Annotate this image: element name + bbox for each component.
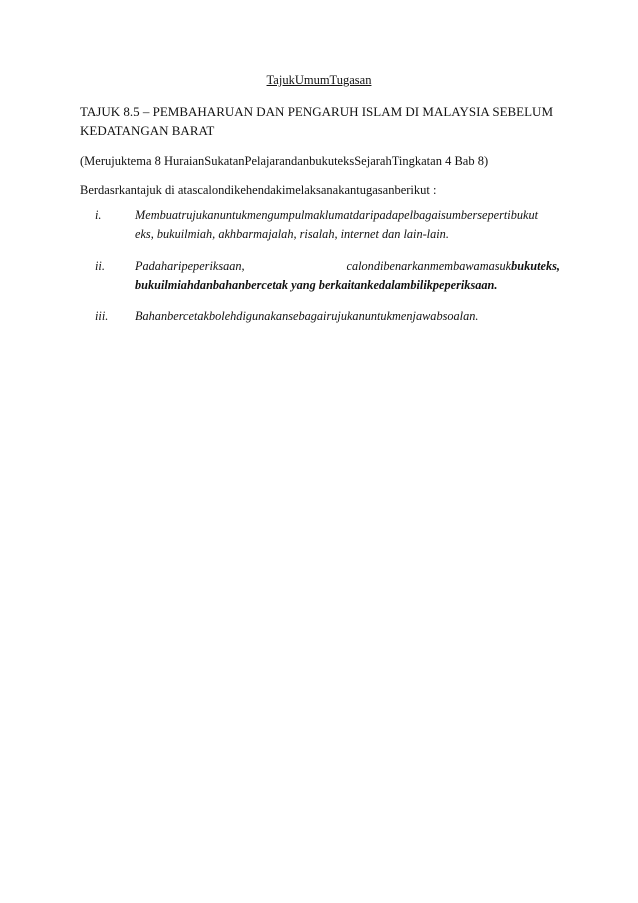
reference-note: (Merujuktema 8 HuraianSukatanPelajarandanbukuteksSejarahTingkatan 4 Bab 8) [80,154,489,168]
intro-text: Berdasrkantajuk di atascalondikehendakimelaksanakantugasanberikut : [80,183,437,197]
list-item-line-2: eks, bukuilmiah, akhbarmajalah, risalah, internet dan lain-lain. [135,226,449,241]
list-item-text: calondibenarkanmembawamasuk [346,259,512,273]
list-item-line-1: Bahanbercetakbolehdigunakansebagairujukanuntukmenjawabsoalan. [135,309,479,323]
list-item-body [135,257,560,294]
list-number: iii. [95,309,109,323]
list-item-body [135,206,560,243]
document-title [80,102,560,140]
list-item-body [135,307,560,326]
list-item-line-1 [135,257,560,276]
list-item-line-1: Membuatrujukanuntukmengumpulmaklumatdaripadapelbagaisumbersepertibukut [135,208,539,222]
title-line-2: KEDATANGAN BARAT [80,123,215,138]
list-item-text: Padaharipeperiksaan, [135,259,245,273]
list-number: i. [95,208,102,222]
title-line-1: TAJUK 8.5 – PEMBAHARUAN DAN PENGARUH ISLAM DI MALAYSIA SEBELUM [80,104,554,119]
list-item-bold-text: bukuteks, [511,259,560,273]
document-heading: TajukUmumTugasan [266,73,372,87]
list-item-text [347,257,560,276]
list-number: ii. [95,259,105,273]
list-item-line-2: bukuilmiahdanbahanbercetak yang berkaitankedalambilikpeperiksaan. [135,277,498,292]
